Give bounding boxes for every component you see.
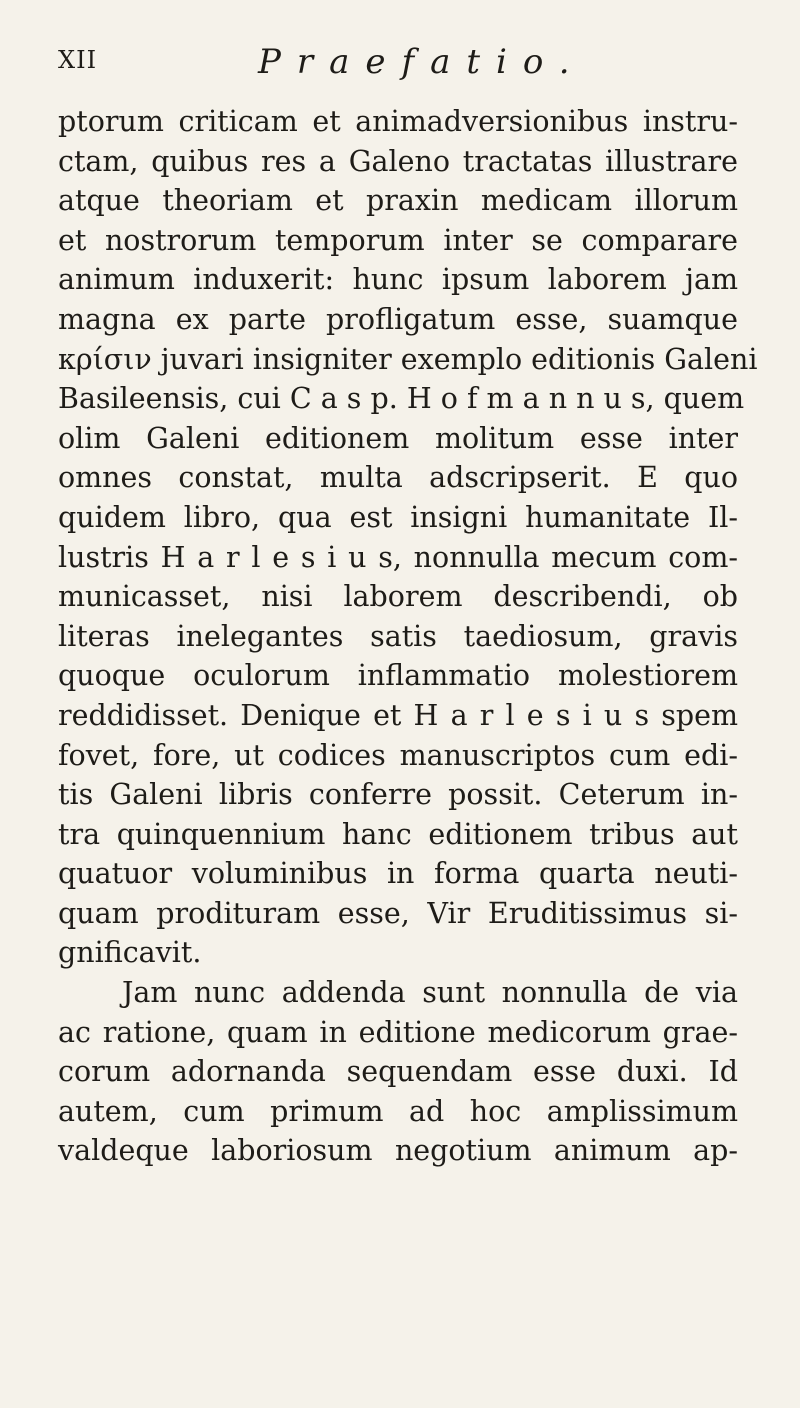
text-line: municasset, nisi laborem describendi, ob [58,580,738,614]
text-line: ptorum criticam et animadversionibus instru- [58,105,738,138]
page-number: XII [58,46,98,74]
text-line: κρίσιν juvari insigniter exemplo editionis Galeni [58,342,758,376]
text-line: literas inelegantes satis taediosum, gravis [58,619,738,653]
text-line: lustris H a r l e s i u s, nonnulla mecum com- [58,540,738,574]
text-line: ac ratione, quam in editione medicorum grae- [58,1015,738,1049]
text-line: quatuor voluminibus in forma quarta neuti- [58,857,738,891]
text-line: et nostrorum temporum inter se comparare [58,223,738,257]
text-line: tra quinquennium hanc editionem tribus aut [58,817,738,851]
text-line: quoque oculorum inflammatio molestiorem [58,659,738,693]
body-text [58,102,758,1171]
text-line: animum induxerit: hunc ipsum laborem jam [58,263,738,297]
text-line: Jam nunc addenda sunt nonnulla de via [122,976,738,1010]
text-line: corum adornanda sequendam esse duxi. Id [58,1055,738,1089]
text-line: valdeque laboriosum negotium animum ap- [58,1134,738,1168]
text-line: Basileensis, cui C a s p. H o f m a n n u s, quem [58,382,745,416]
text-line: omnes constat, multa adscripserit. E quo [58,461,738,495]
text-line: gnificavit. [58,936,202,970]
page-header [58,42,718,82]
text-line: atque theoriam et praxin medicam illorum [58,184,738,218]
text-line: fovet, fore, ut codices manuscriptos cum edi- [58,738,738,772]
text-line: magna ex parte profligatum esse, suamque [58,302,738,336]
text-line: tis Galeni libris conferre possit. Ceterum in- [58,778,738,812]
text-line: autem, cum primum ad hoc amplissimum [58,1094,738,1128]
running-title: Praefatio. [258,42,586,82]
text-line: reddidisset. Denique et H a r l e s i u s spem [58,698,738,732]
text-line: ctam, quibus res a Galeno tractatas illustrare [58,144,738,178]
text-line: quam prodituram esse, Vir Eruditissimus si- [58,896,738,930]
text-line: olim Galeni editionem molitum esse inter [58,421,738,455]
text-line: quidem libro, qua est insigni humanitate Il- [58,500,738,534]
